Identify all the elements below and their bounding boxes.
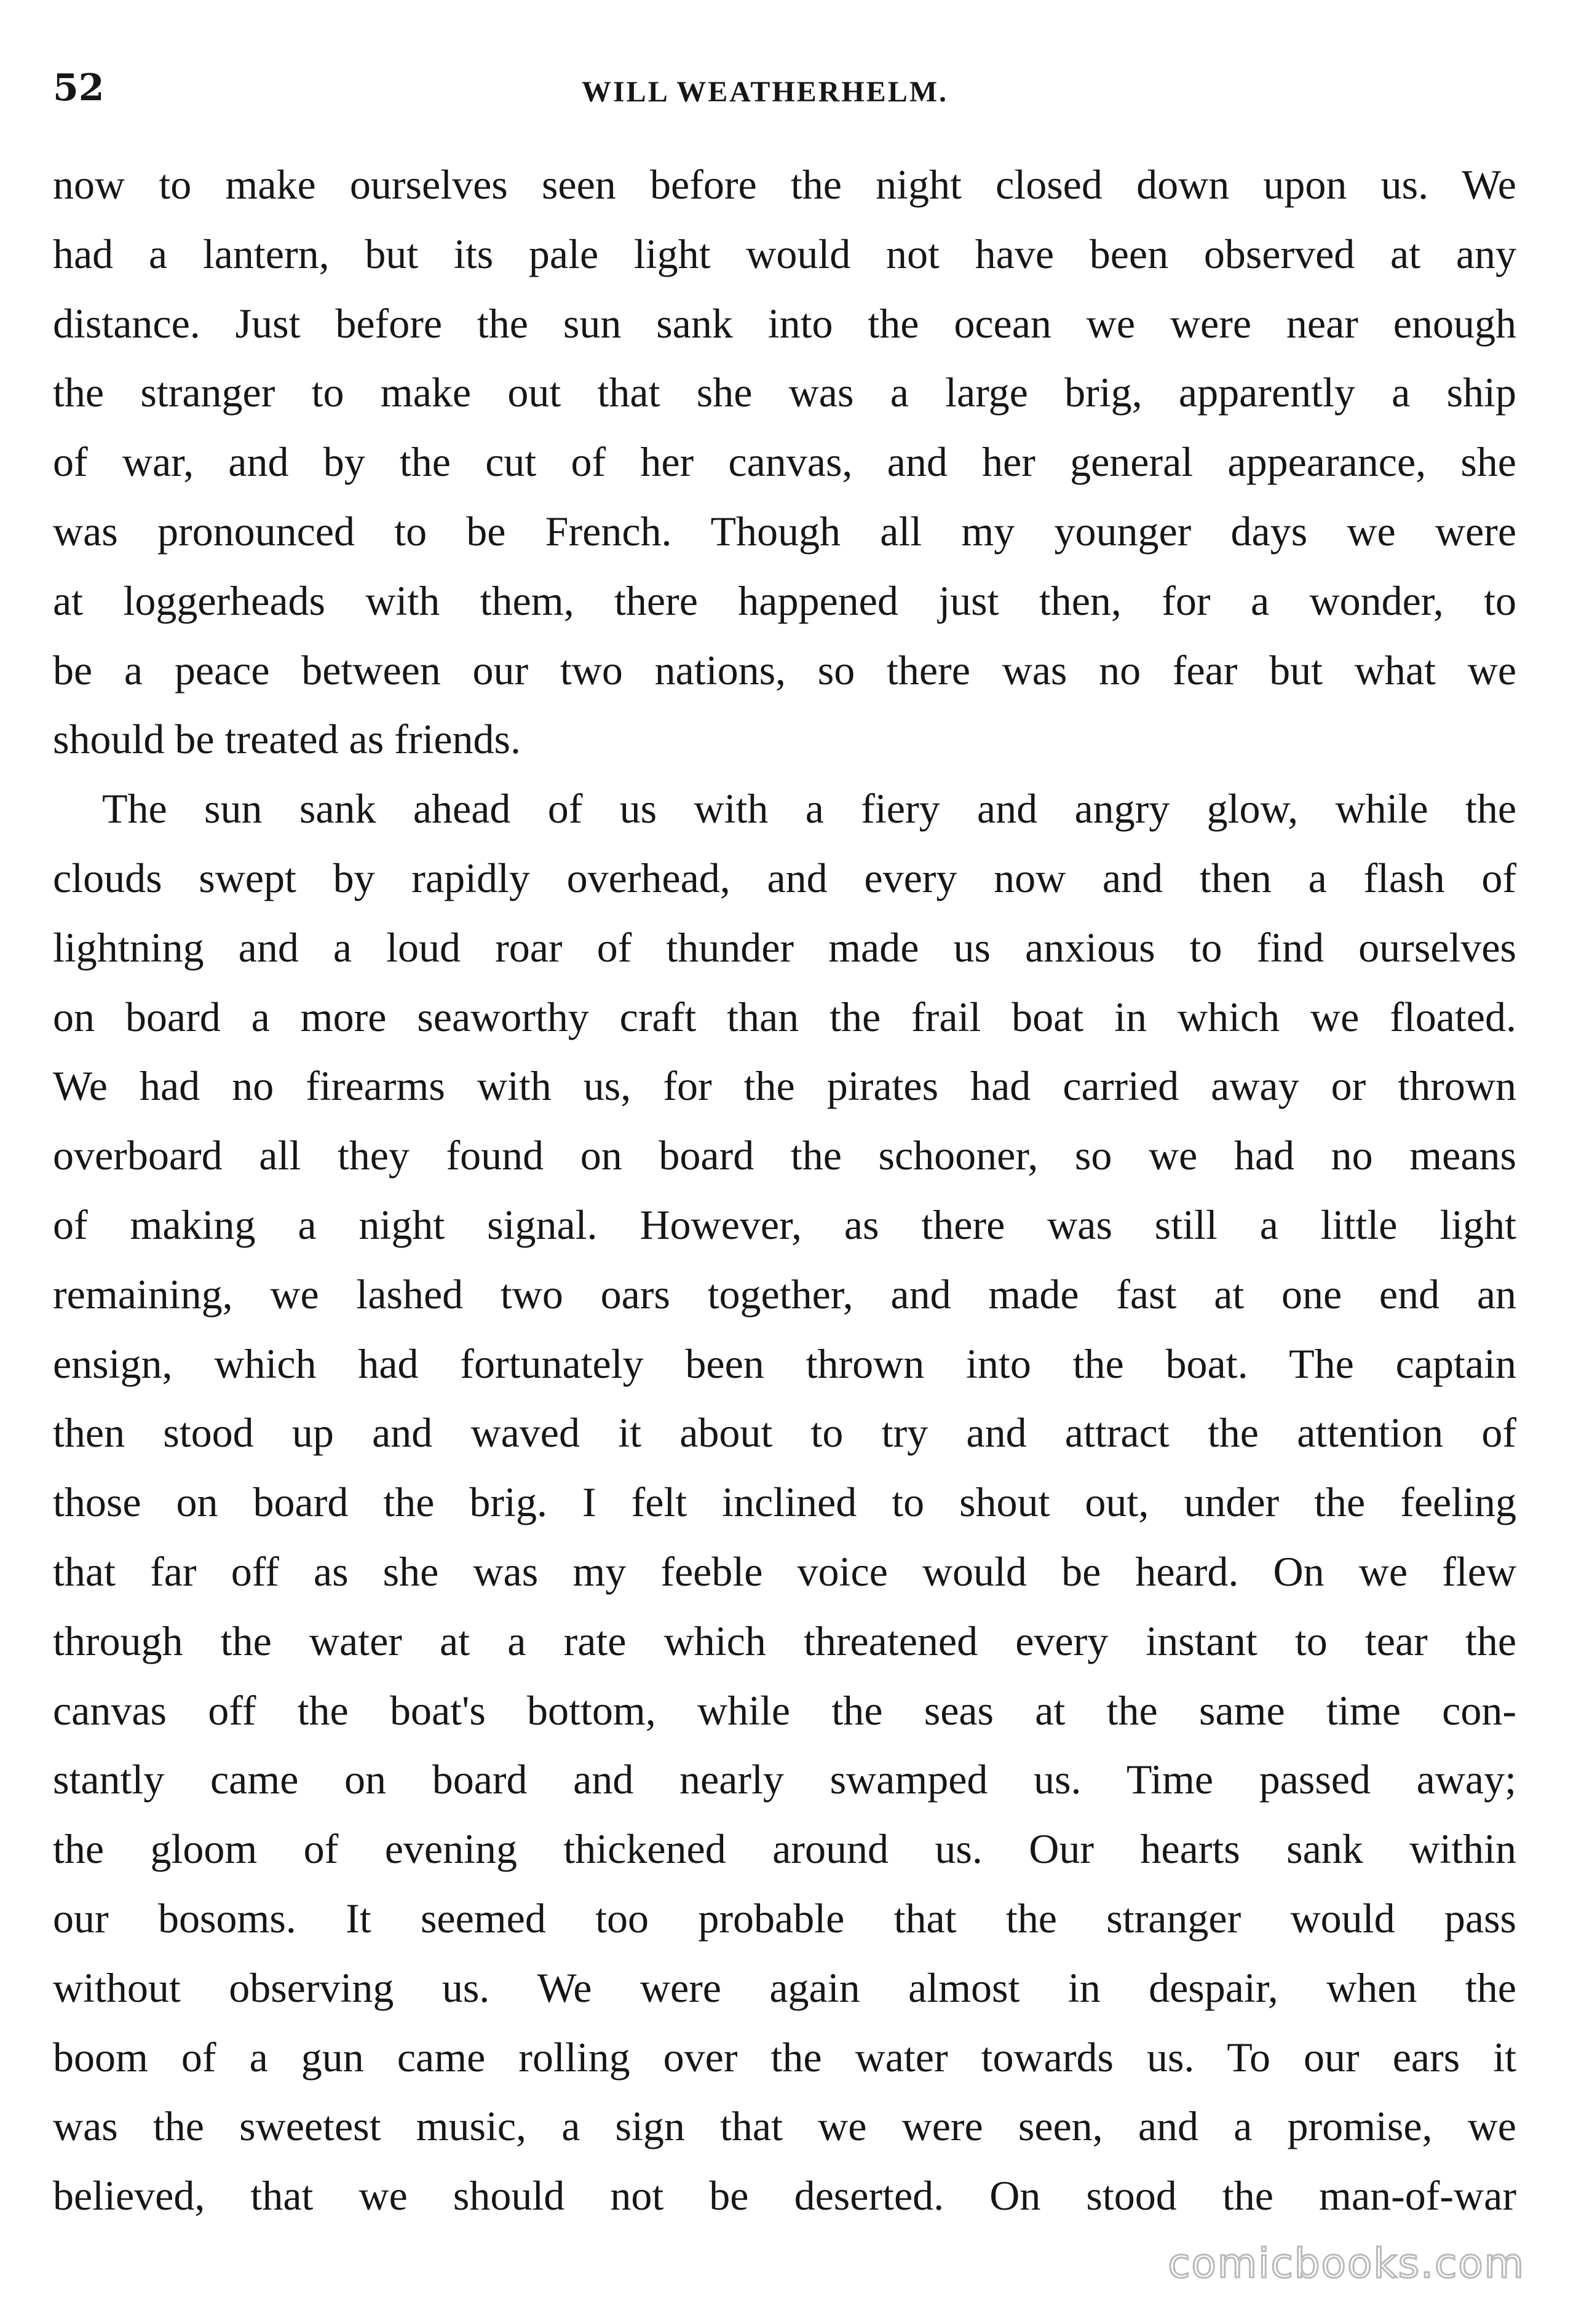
page-number: 52 xyxy=(53,66,105,109)
text-line: should be treated as friends. xyxy=(53,716,521,763)
text-line: of war, and by the cut of her canvas, and her general appearance, she xyxy=(53,438,1516,486)
text-line: was pronounced to be French. Though all my younger days we were xyxy=(53,507,1516,555)
text-line: The sun sank ahead of us with a fiery and angry glow, while the xyxy=(102,785,1516,832)
text-line: those on board the brig. I felt inclined to shout out, under the feeling xyxy=(53,1479,1516,1526)
watermark: comicbooks.com xyxy=(1168,2240,1525,2287)
text-line: the stranger to make out that she was a large brig, apparently a ship xyxy=(53,369,1516,416)
text-line: without observing us. We were again almost in despair, when the xyxy=(53,1964,1516,2011)
text-line: now to make ourselves seen before the night closed down upon us. We xyxy=(53,161,1516,208)
text-line: believed, that we should not be deserted. On stood the man-of-war xyxy=(53,2172,1516,2219)
text-line: canvas off the boat's bottom, while the seas at the same time con- xyxy=(53,1686,1516,1734)
paragraph-2 xyxy=(53,774,1516,2231)
text-line: then stood up and waved it about to try and attract the attention of xyxy=(53,1409,1516,1456)
text-line: boom of a gun came rolling over the water towards us. To our ears it xyxy=(53,2033,1516,2081)
text-line: the gloom of evening thickened around us. Our hearts sank within xyxy=(53,1825,1516,1873)
text-line: remaining, we lashed two oars together, and made fast at one end an xyxy=(53,1270,1516,1318)
running-title: WILL WEATHERHELM. xyxy=(582,76,949,108)
text-line: had a lantern, but its pale light would not have been observed at any xyxy=(53,230,1516,277)
text-line: through the water at a rate which threatened every instant to tear the xyxy=(53,1617,1516,1664)
text-line: that far off as she was my feeble voice would be heard. On we flew xyxy=(53,1547,1516,1595)
text-line: clouds swept by rapidly overhead, and every now and then a flash of xyxy=(53,854,1516,901)
text-line: stantly came on board and nearly swamped us. Time passed away; xyxy=(53,1756,1516,1803)
paragraph-1 xyxy=(53,150,1516,774)
text-line: We had no firearms with us, for the pirates had carried away or thrown xyxy=(53,1062,1516,1110)
text-line: our bosoms. It seemed too probable that the stranger would pass xyxy=(53,1894,1516,1942)
text-line: ensign, which had fortunately been thrown into the boat. The captain xyxy=(53,1340,1516,1387)
text-line: overboard all they found on board the schooner, so we had no means xyxy=(53,1132,1516,1179)
body-text xyxy=(53,150,1516,2231)
text-line: was the sweetest music, a sign that we were seen, and a promise, we xyxy=(53,2103,1516,2150)
text-line: be a peace between our two nations, so there was no fear but what we xyxy=(53,646,1516,694)
text-line: on board a more seaworthy craft than the frail boat in which we floated. xyxy=(53,993,1516,1040)
text-line: distance. Just before the sun sank into the ocean we were near enough xyxy=(53,299,1516,347)
text-line: lightning and a loud roar of thunder made us anxious to find ourselves xyxy=(53,923,1516,971)
page-header xyxy=(53,61,1516,111)
text-line: at loggerheads with them, there happened just then, for a wonder, to xyxy=(53,577,1516,624)
text-line: of making a night signal. However, as there was still a little light xyxy=(53,1201,1516,1248)
